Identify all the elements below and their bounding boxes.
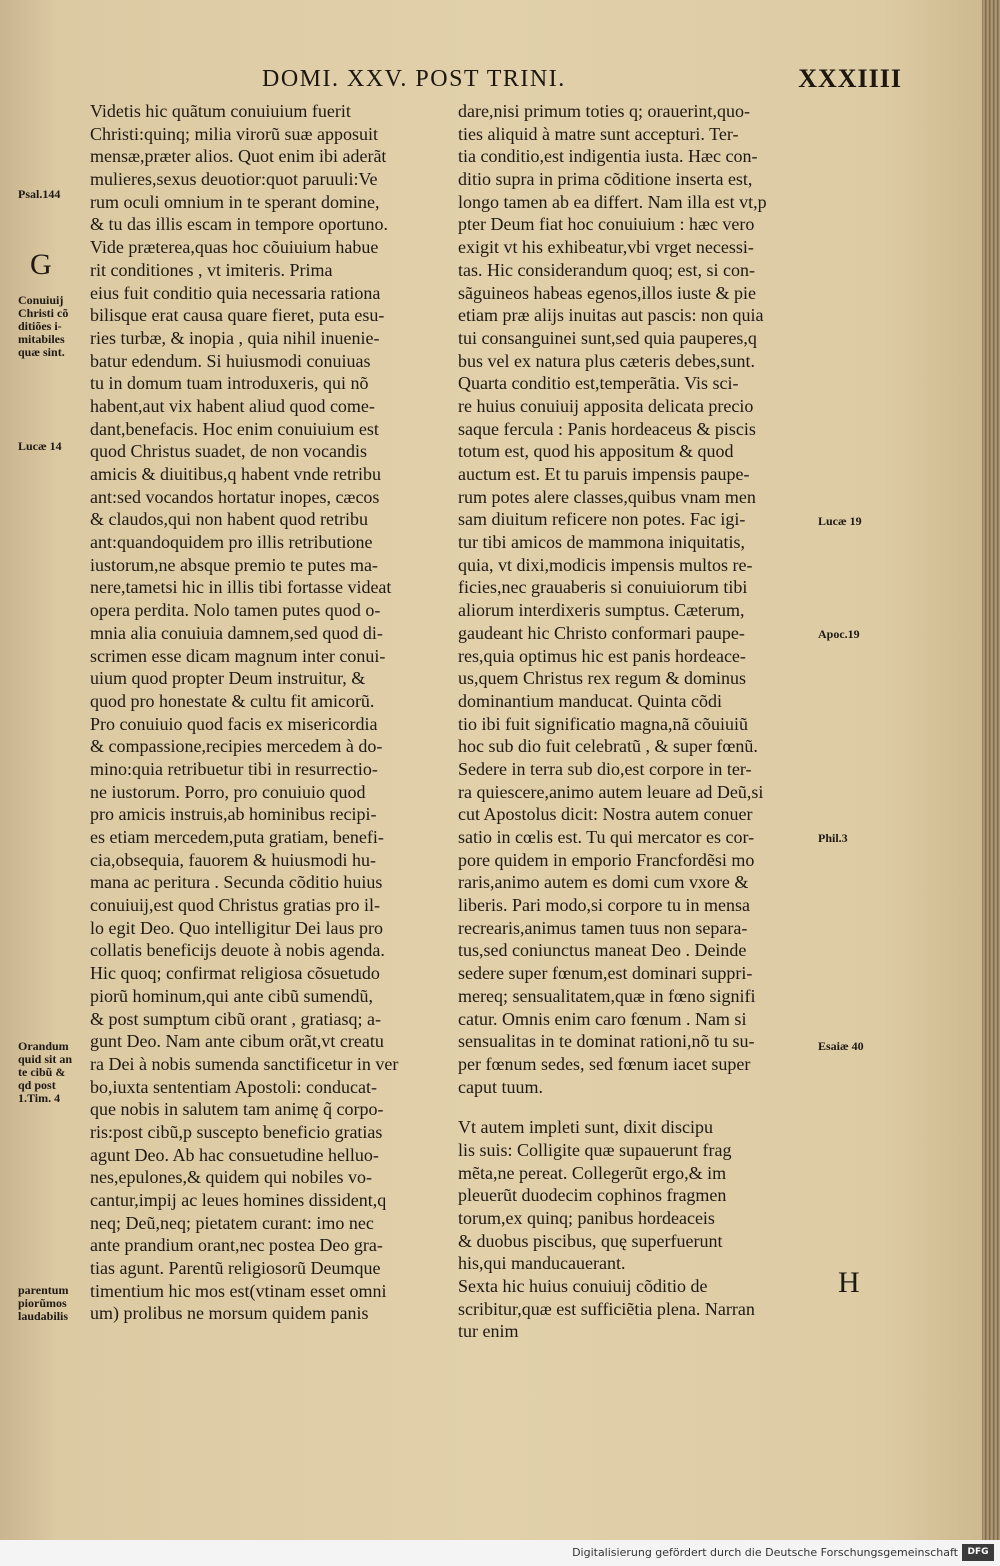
text-line: iustorum,ne absque premio te putes ma- [90, 554, 378, 575]
text-line: exigit vt his exhibeatur,vbi vrget necessi- [458, 237, 754, 258]
text-line: ne iustorum. Porro, pro conuiuio quod [90, 781, 366, 802]
text-line: ant:sed vocandos hortatur inopes, cæcos [90, 486, 380, 507]
text-line: bilisque erat causa quare fieret, puta esu- [90, 305, 385, 326]
text-line: quia, vt dixi,modicis impensis multos re- [458, 554, 753, 575]
text-line: Quarta conditio est,temperãtia. Vis sci- [458, 373, 739, 394]
margin-note-apoc19: Apoc.19 [818, 627, 860, 641]
margin-note-parentum [18, 1284, 68, 1323]
text-line: ties aliquid à matre sunt accepturi. Ter- [458, 123, 739, 144]
note-line: ditiões i- [18, 319, 62, 333]
margin-note-lucae19: Lucæ 19 [818, 514, 862, 528]
text-line: opera perdita. Nolo tamen putes quod o- [90, 600, 381, 621]
margin-note-esaiae40: Esaiæ 40 [818, 1039, 864, 1053]
text-line: sam diuitum reficere non potes. Fac igi- [458, 509, 746, 530]
note-line: te cibũ & [18, 1065, 66, 1079]
text-line: nes,epulones,& quidem qui nobiles vo- [90, 1167, 372, 1188]
text-line: cut Apostolus dicit: Nostra autem conuer [458, 804, 753, 825]
text-line: sãguineos habeas egenos,illos iuste & pie [458, 282, 756, 303]
text-line: ant:quandoquidem pro illis retributione [90, 532, 373, 553]
note-line: 1.Tim. 4 [18, 1091, 61, 1105]
text-line: tu in domum tuam introduxeris, qui nõ [90, 373, 369, 394]
text-line: sedere super fœnum,est dominari suppri- [458, 963, 753, 984]
margin-note-conuiuij [18, 294, 68, 359]
note-line: qd post [18, 1078, 56, 1092]
text-line: batur edendum. Si huiusmodi conuiuas [90, 350, 371, 371]
text-line: liberis. Pari modo,si corpore tu in mensa [458, 895, 750, 916]
note-line: quid sit an [18, 1052, 73, 1066]
text-line: cantur,impij ac leues homines dissident,q [90, 1190, 387, 1210]
text-line: rit conditiones , vt imiteris. Prima [90, 259, 333, 280]
text-line: neq; Deũ,neq; pietatem curant: imo nec [90, 1212, 374, 1233]
text-line: tia conditio,est indigentia iusta. Hæc con- [458, 146, 758, 167]
margin-note-lucae14: Lucæ 14 [18, 439, 62, 453]
text-line: Sedere in terra sub dio,est corpore in ter- [458, 758, 752, 779]
text-line: ris:post cibũ,p suscepto beneficio gratias [90, 1121, 383, 1142]
text-line: conuiuij,est quod Christus gratias pro il- [90, 895, 380, 916]
text-line: mulieres,sexus deuotior:quot paruuli:Ve [90, 169, 378, 190]
text-line: tur tibi amicos de mammona iniquitatis, [458, 532, 745, 553]
text-line: etiam præ alijs inuitas aut pascis: non quia [458, 305, 764, 326]
note-line: mitabiles [18, 332, 65, 346]
text-line: mẽta,ne pereat. Collegerũt ergo,& im [458, 1162, 727, 1183]
text-line: ra quiescere,animo autem leuare ad Deũ,si [458, 781, 764, 802]
section-letter-h: H [838, 1266, 860, 1299]
text-line: cia,obsequia, fauorem & huiusmodi hu- [90, 849, 376, 870]
text-line: mnia alia conuiuia damnem,sed quod di- [90, 622, 383, 643]
text-line: ditio supra in prima cõditione inserta est, [458, 169, 753, 190]
page-edge-stack [982, 0, 1000, 1566]
right-text-column [458, 100, 816, 1343]
text-line: pro amicis instruis,ab hominibus recipi- [90, 804, 377, 825]
text-line: sensualitas in te dominat rationi,nõ tu su- [458, 1031, 755, 1052]
text-line: his,qui manducauerant. [458, 1253, 626, 1274]
paragraph-gap [458, 1098, 816, 1116]
text-line: scribitur,quæ est sufficiẽtia plena. Narran [458, 1298, 755, 1319]
left-text-column [90, 100, 440, 1325]
text-line: collatis beneficijs deuote à nobis agenda. [90, 940, 385, 961]
text-line: gaudeant hic Christo conformari paupe- [458, 622, 745, 643]
text-line: rum oculi omnium in te sperant domine, [90, 191, 380, 212]
text-line: dominantium manducat. Quinta cõdi [458, 690, 722, 711]
text-line: mino:quia retribuetur tibi in resurrectio- [90, 758, 378, 779]
text-line: Pro conuiuio quod facis ex misericordia [90, 713, 378, 734]
text-line: us,quem Christus rex regum & dominus [458, 668, 746, 689]
text-line: ries turbæ, & inopia , quia nihil inuenie- [90, 327, 380, 348]
text-line: & compassione,recipies mercedem à do- [90, 736, 383, 757]
text-line: & post sumptum cibũ orant , gratiasq; a- [90, 1008, 381, 1029]
text-line: Sexta hic huius conuiuij cõditio de [458, 1276, 708, 1297]
text-line: tur enim [458, 1321, 519, 1342]
note-line: Conuiuij [18, 293, 64, 307]
text-line: longo tamen ab ea differt. Nam illa est vt,p [458, 191, 767, 212]
text-line: catur. Omnis enim caro fœnum . Nam si [458, 1008, 747, 1029]
text-line: res,quia optimus hic est panis hordeace- [458, 645, 746, 666]
margin-note-phil3: Phil.3 [818, 831, 848, 845]
text-line: caput tuum. [458, 1076, 543, 1097]
text-line: totum est, quod his appositum & quod [458, 441, 734, 462]
text-line: recrearis,animus tamen tuus non separa- [458, 917, 748, 938]
text-line: & duobus piscibus, quę superfuerunt [458, 1230, 723, 1251]
text-line: torum,ex quinq; panibus hordeaceis [458, 1208, 715, 1228]
note-line: quæ sint. [18, 345, 65, 359]
text-line: quod Christus suadet, de non vocandis [90, 441, 367, 462]
text-line: Vide præterea,quas hoc cõuiuium habue [90, 237, 379, 258]
text-line: quod pro honestate & cultu fit amicorũ. [90, 690, 375, 711]
text-line: eius fuit conditio quia necessaria rationa [90, 282, 381, 303]
text-line: aliorum interdixeris sumptus. Cæterum, [458, 600, 745, 621]
text-line: rum potes alere classes,quibus vnam men [458, 486, 756, 507]
note-line: laudabilis [18, 1309, 69, 1323]
text-line: auctum est. Et tu paruis impensis paupe- [458, 464, 750, 484]
text-line: dare,nisi primum toties q; orauerint,quo- [458, 101, 750, 121]
text-line: Christi:quinq; milia virorũ suæ apposuit [90, 123, 378, 144]
note-line: Christi cõ [18, 306, 69, 320]
note-line: Orandum [18, 1039, 69, 1053]
text-line: tias agunt. Parentũ religiosorũ Deumque [90, 1258, 381, 1279]
text-line: piorũ hominum,qui ante cibũ sumendũ, [90, 985, 373, 1006]
text-line: mereq; sensualitatem,quæ in fœno signifi [458, 985, 756, 1006]
text-line: Vt autem impleti sunt, dixit discipu [458, 1117, 713, 1138]
note-line: parentum [18, 1283, 69, 1297]
text-line: re huius conuiuij apposita delicata precio [458, 395, 754, 416]
text-line: ra Dei à nobis sumenda sanctificetur in ver [90, 1053, 399, 1074]
text-line: pter Deum fiat hoc conuiuium : hæc vero [458, 214, 755, 235]
right-column-bottom-block [458, 1116, 816, 1343]
text-line: & claudos,qui non habent quod retribu [90, 509, 368, 530]
text-line: um) prolibus ne morsum quidem panis [90, 1303, 369, 1324]
text-line: habent,aut vix habent aliud quod come- [90, 395, 375, 416]
text-line: gunt Deo. Nam ante cibum orãt,vt creatu [90, 1031, 384, 1052]
text-line: saque fercula : Panis hordeaceus & piscis [458, 418, 756, 439]
right-column-top-block [458, 100, 816, 1098]
margin-note-orandum [18, 1040, 72, 1105]
section-letter-g: G [30, 248, 52, 281]
text-line: & tu das illis escam in tempore oportuno. [90, 214, 388, 235]
text-line: dant,benefacis. Hoc enim conuiuium est [90, 418, 379, 439]
footer-credit: Digitalisierung gefördert durch die Deutsche Forschungsgemeinschaft [572, 1546, 958, 1559]
text-line: amicis & diuitibus,q habent vnde retribu [90, 464, 381, 484]
text-line: pore quidem in emporio Francfordẽsi mo [458, 849, 755, 870]
text-line: mensæ,præter alios. Quot enim ibi aderãt [90, 146, 387, 167]
running-head-title: DOMI. XXV. POST TRINI. [262, 66, 566, 92]
text-line: mana ac peritura . Secunda cõditio huius [90, 872, 383, 893]
text-line: Hic quoq; confirmat religiosa cõsuetudo [90, 963, 380, 984]
text-line: raris,animo autem es domi cum vxore & [458, 872, 749, 893]
text-line: ficies,nec grauaberis si conuiuiorum tibi [458, 577, 748, 598]
text-line: pleuerũt duodecim cophinos fragmen [458, 1185, 727, 1206]
text-line: que nobis in salutem tam animę q̃ corpo- [90, 1099, 384, 1120]
folio-number: XXXIIII [798, 64, 902, 93]
margin-note-psal: Psal.144 [18, 187, 61, 201]
text-line: per fœnum sedes, sed fœnum iacet super [458, 1053, 751, 1074]
text-line: bo,iuxta sententiam Apostoli: conducat- [90, 1076, 377, 1097]
text-line: tui consanguinei sunt,sed quia pauperes,q [458, 327, 757, 348]
text-line: es etiam mercedem,puta gratiam, benefi- [90, 827, 384, 847]
text-line: Videtis hic quãtum conuiuium fuerit [90, 101, 351, 121]
text-line: tas. Hic considerandum quoq; est, si con- [458, 259, 755, 280]
text-line: scrimen esse dicam magnum inter conui- [90, 645, 386, 666]
dfg-logo: DFG [962, 1544, 994, 1561]
text-line: uium quod propter Deum instruitur, & [90, 668, 366, 689]
text-line: tus,sed coniunctus maneat Deo . Deinde [458, 940, 747, 961]
text-line: lis suis: Colligite quæ supauerunt frag [458, 1139, 732, 1160]
text-line: timentium hic mos est(vtinam esset omni [90, 1280, 387, 1301]
text-line: lo egit Deo. Quo intelligitur Dei laus pro [90, 917, 383, 938]
text-line: satio in cœlis est. Tu qui mercator es cor- [458, 827, 755, 847]
text-line: ante prandium orant,nec postea Deo gra- [90, 1235, 383, 1256]
text-line: tio ibi fuit significatio magna,nã cõuiuiũ [458, 713, 748, 734]
digitization-footer [0, 1540, 1000, 1566]
text-line: nere,tametsi hic in illis tibi fortasse videat [90, 577, 392, 598]
text-line: agunt Deo. Ab hac consuetudine helluo- [90, 1144, 379, 1165]
note-line: piorũmos [18, 1296, 67, 1310]
text-line: hoc sub dio fuit celebratũ , & super fœnũ. [458, 736, 758, 757]
text-line: bus vel ex natura plus cæteris debes,sunt. [458, 350, 755, 371]
